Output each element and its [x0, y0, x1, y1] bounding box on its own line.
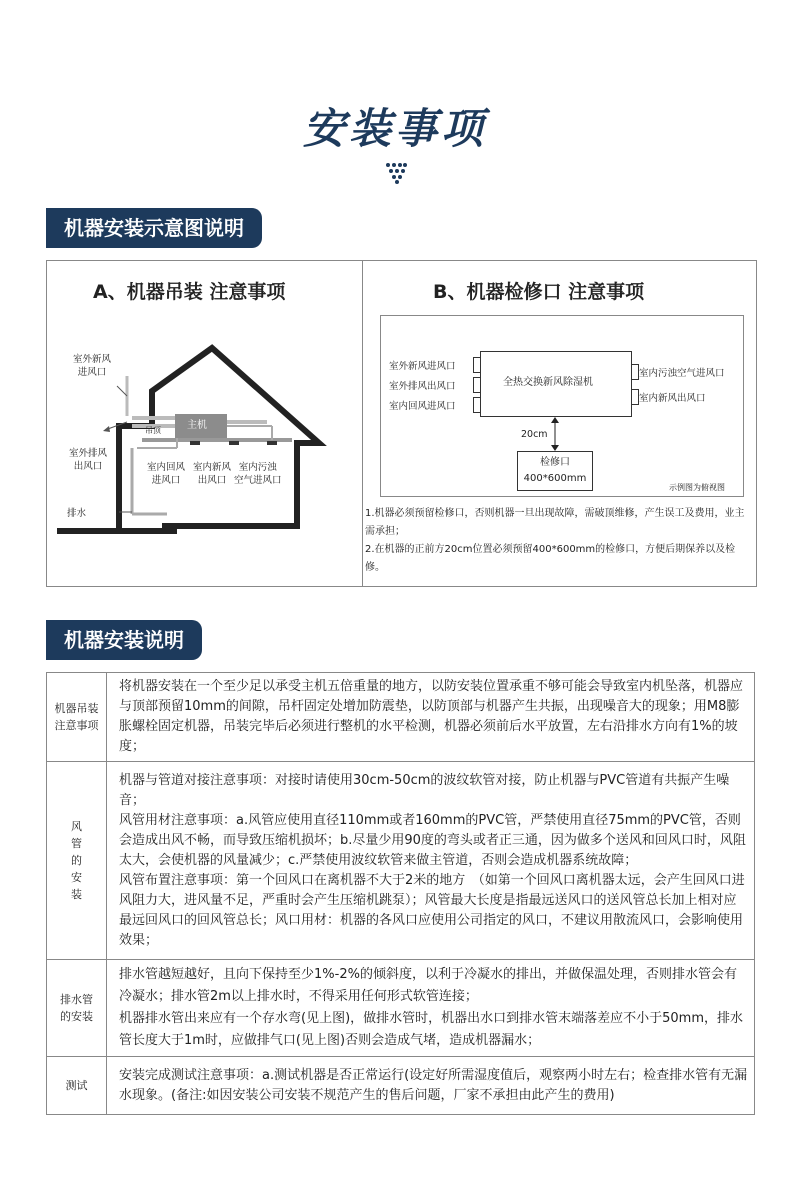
label-b-outdoor-exhaust-out: 室外排风出风口 [389, 381, 456, 392]
label-indoor-return-in: 室内回风 进风口 [147, 462, 186, 486]
gap-arrow-icon [549, 417, 561, 451]
label-gap: 20cm [521, 429, 548, 440]
chevron-dots-icon [385, 162, 407, 184]
row-text: 将机器安装在一个至少足以承受主机五倍重量的地方，以防安装位置承重不够可能会导致室内机坠落，机器应与顶部预留10mm的间隙，吊杆固定处增加防震垫，以防顶部与机器产生共振，出现噪音大的现象；用M8膨胀螺栓固定机器，吊装完毕后必须进行整机的水平检测，机器必须前后水平放置，左右沿排水方向有1%的坡度； [107, 673, 755, 762]
label-drain: 排水 [67, 508, 87, 519]
label-b-main-unit: 全热交换新风除湿机 [503, 377, 593, 388]
label-b-indoor-fresh-out: 室内新风出风口 [639, 393, 706, 404]
row-key: 排水管 的安装 [47, 960, 107, 1057]
row-key-cell [47, 762, 107, 960]
label-b-outdoor-fresh-in: 室外新风进风口 [389, 361, 456, 372]
label-hanger: 吊顶 [145, 426, 161, 435]
row-text: 机器与管道对接注意事项：对接时请使用30cm-50cm的波纹软管对接，防止机器与PVC管道有共振产生噪音； 风管用材注意事项：a.风管应使用直径110mm或者160mm的PVC管，严禁使用直径75mm的PVC管，否则会造成出风不畅，而导致压缩机损坏；b.尽量少用90度的弯头或者正三通，因为做多个送风和回风口时，风阻太大，会使机器的风量减少；c.严禁使用波纹软管来做主管道，否则会造成机器系统故障； 风管布置注意事项：第一个回风口在离机器不大于2米的地方 （如第一个回风口离机器太远，会产生回风口进风阻力大，进风量不足，严重时会产生压缩机跳泵）；风管最大长度是指最远送风口的送风管总长加上相对应最远回风口的回风管总长；风口用材：机器的各风口应使用公司指定的风口，不建议用散流风口，会影响使用效果； [107, 762, 755, 960]
diagram-panel [46, 260, 757, 587]
label-indoor-dirty-in: 室内污浊 空气进风口 [234, 462, 282, 486]
port-left-2 [473, 377, 481, 393]
label-b-indoor-return-in: 室内回风进风口 [389, 401, 456, 412]
label-access-size: 400*600mm [523, 473, 587, 484]
access-notes [365, 505, 750, 577]
table-row [47, 960, 755, 1057]
note-1: 1.机器必须预留检修口，否则机器一旦出现故障，需破顶维修，产生误工及费用，业主需承担； [365, 508, 745, 537]
row-key: 风管的安装 [71, 820, 82, 901]
label-access-port: 检修口 [540, 457, 570, 468]
row-key: 机器吊装 注意事项 [47, 673, 107, 762]
page-title: 安装事项 [302, 104, 487, 153]
label-main-unit: 主机 [187, 420, 207, 431]
label-caption-topview: 示例图为俯视图 [669, 483, 725, 492]
port-left-3 [473, 397, 481, 413]
table-row [47, 673, 755, 762]
port-right-2 [631, 389, 639, 405]
port-left-1 [473, 357, 481, 373]
section-label-install: 机器安装说明 [46, 620, 202, 660]
port-right-1 [631, 364, 639, 380]
install-spec-table [46, 672, 755, 1115]
label-b-indoor-dirty-in: 室内污浊空气进风口 [639, 368, 725, 379]
section-label-diagram: 机器安装示意图说明 [46, 208, 262, 248]
panel-a-heading: A、机器吊装 注意事项 [93, 281, 286, 303]
label-outdoor-fresh-in: 室外新风 进风口 [73, 354, 112, 378]
panel-b-heading: B、机器检修口 注意事项 [433, 281, 645, 303]
label-outdoor-exhaust-out: 室外排风 出风口 [69, 448, 108, 472]
note-2: 2.在机器的正前方20cm位置必须预留400*600mm的检修口，方便后期保养以及检修。 [365, 544, 736, 573]
table-row [47, 762, 755, 960]
row-key: 测试 [47, 1057, 107, 1115]
row-text: 排水管越短越好，且向下保持至少1%-2%的倾斜度，以利于冷凝水的排出，并做保温处理，否则排水管会有冷凝水；排水管2m以上排水时，不得采用任何形式软管连接； 机器排水管出来应有一个存水弯(见上图)，做排水管时，机器出水口到排水管末端落差应不小于50mm，排水管长度大于1m时，应做排气口(见上图)否则会造成气堵，造成机器漏水； [107, 960, 755, 1057]
label-indoor-fresh-out: 室内新风 出风口 [193, 462, 232, 486]
panel-divider [362, 261, 363, 586]
row-text: 安装完成测试注意事项：a.测试机器是否正常运行(设定好所需湿度值后，观察两小时左右；检查排水管有无漏水现象。(备注:如因安装公司安装不规范产生的售后问题，厂家不承担由此产生的费用) [107, 1057, 755, 1115]
table-row [47, 1057, 755, 1115]
